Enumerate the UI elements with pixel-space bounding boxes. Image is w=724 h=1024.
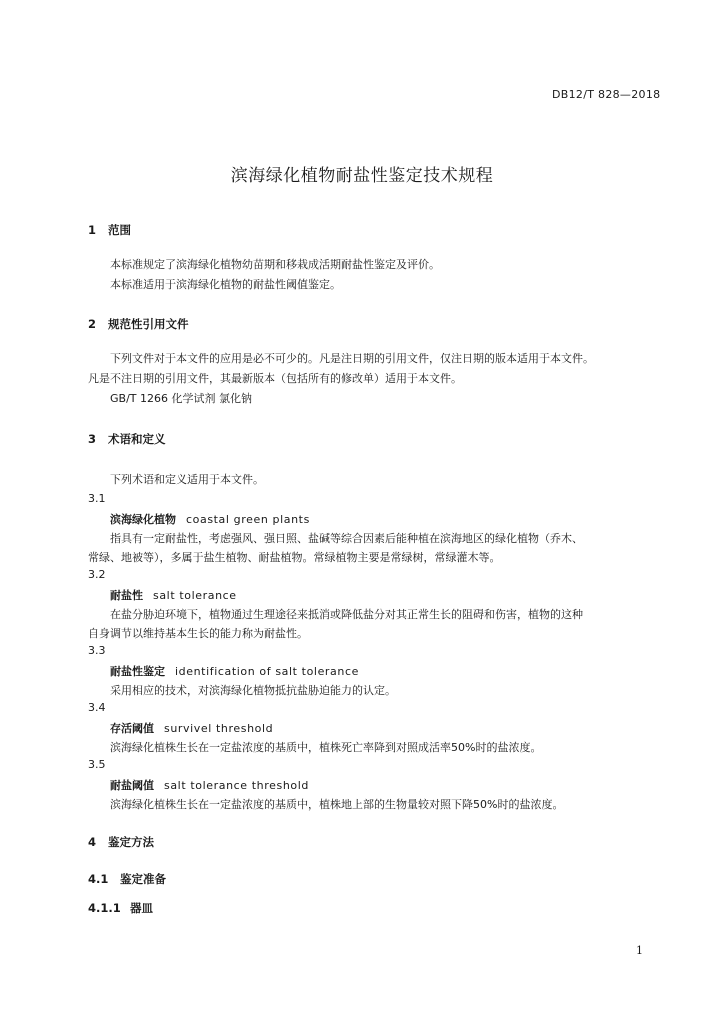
definition: 指具有一定耐盐性，考虑强风、强日照、盐碱等综合因素后能种植在滨海地区的绿化植物（乔木、 — [110, 532, 583, 545]
section-heading — [88, 316, 189, 332]
section-number: 2 — [88, 317, 97, 331]
paragraph: 本标准规定了滨海绿化植物幼苗期和移栽成活期耐盐性鉴定及评价。 — [110, 258, 440, 271]
clause-number: 3.1 — [88, 492, 106, 505]
clause-number: 3.5 — [88, 758, 106, 771]
paragraph: 本标准适用于滨海绿化植物的耐盐性阈值鉴定。 — [110, 278, 341, 291]
term-chinese: 耐盐性鉴定 — [110, 665, 165, 678]
term-chinese: 耐盐阈值 — [110, 779, 154, 792]
term-chinese: 存活阈值 — [110, 722, 154, 735]
term-entry — [110, 587, 237, 603]
term-entry — [110, 777, 309, 793]
section-title: 鉴定方法 — [108, 835, 154, 849]
definition: 在盐分胁迫环境下，植物通过生理途径来抵消或降低盐分对其正常生长的阻碍和伤害，植物的这种 — [110, 608, 583, 621]
clause-number: 3.2 — [88, 568, 106, 581]
section-number: 3 — [88, 432, 97, 446]
subsection-title: 器皿 — [130, 901, 153, 915]
section-heading — [88, 222, 131, 238]
document-title: 滨海绿化植物耐盐性鉴定技术规程 — [230, 166, 494, 186]
term-english: salt tolerance threshold — [164, 779, 309, 792]
subsection-number: 4.1.1 — [88, 901, 121, 915]
section-heading — [88, 431, 166, 447]
section-title: 范围 — [108, 223, 131, 237]
subsection-heading — [88, 871, 166, 887]
subsection-title: 鉴定准备 — [120, 872, 166, 886]
section-title: 规范性引用文件 — [108, 317, 189, 331]
definition: 常绿、地被等），多属于盐生植物、耐盐植物。常绿植物主要是常绿树，常绿灌木等。 — [88, 551, 501, 564]
term-entry — [110, 663, 359, 679]
term-english: salt tolerance — [153, 589, 237, 602]
clause-number: 3.3 — [88, 644, 106, 657]
term-english: identification of salt tolerance — [175, 665, 359, 678]
term-english: survivel threshold — [164, 722, 274, 735]
paragraph: 下列术语和定义适用于本文件。 — [110, 473, 264, 486]
section-number: 4 — [88, 835, 97, 849]
section-heading — [88, 834, 154, 850]
term-chinese: 滨海绿化植物 — [110, 513, 176, 526]
paragraph: 下列文件对于本文件的应用是必不可少的。凡是注日期的引用文件，仅注日期的版本适用于本文件。 — [110, 352, 594, 365]
term-chinese: 耐盐性 — [110, 589, 143, 602]
reference-entry: GB/T 1266 化学试剂 氯化钠 — [110, 392, 252, 405]
standard-code: DB12/T 828—2018 — [552, 88, 661, 101]
term-entry — [110, 511, 310, 527]
definition: 滨海绿化植株生长在一定盐浓度的基质中，植株地上部的生物量较对照下降50%时的盐浓度。 — [110, 798, 564, 811]
paragraph: 凡是不注日期的引用文件，其最新版本（包括所有的修改单）适用于本文件。 — [88, 372, 462, 385]
term-english: coastal green plants — [186, 513, 310, 526]
clause-number: 3.4 — [88, 701, 106, 714]
definition: 滨海绿化植株生长在一定盐浓度的基质中，植株死亡率降到对照成活率50%时的盐浓度。 — [110, 741, 542, 754]
section-number: 1 — [88, 223, 97, 237]
section-title: 术语和定义 — [108, 432, 166, 446]
definition: 采用相应的技术，对滨海绿化植物抵抗盐胁迫能力的认定。 — [110, 684, 396, 697]
subsection-number: 4.1 — [88, 872, 109, 886]
subsection-heading — [88, 900, 153, 916]
page-number: 1 — [636, 944, 643, 957]
term-entry — [110, 720, 273, 736]
definition: 自身调节以维持基本生长的能力称为耐盐性。 — [88, 627, 308, 640]
